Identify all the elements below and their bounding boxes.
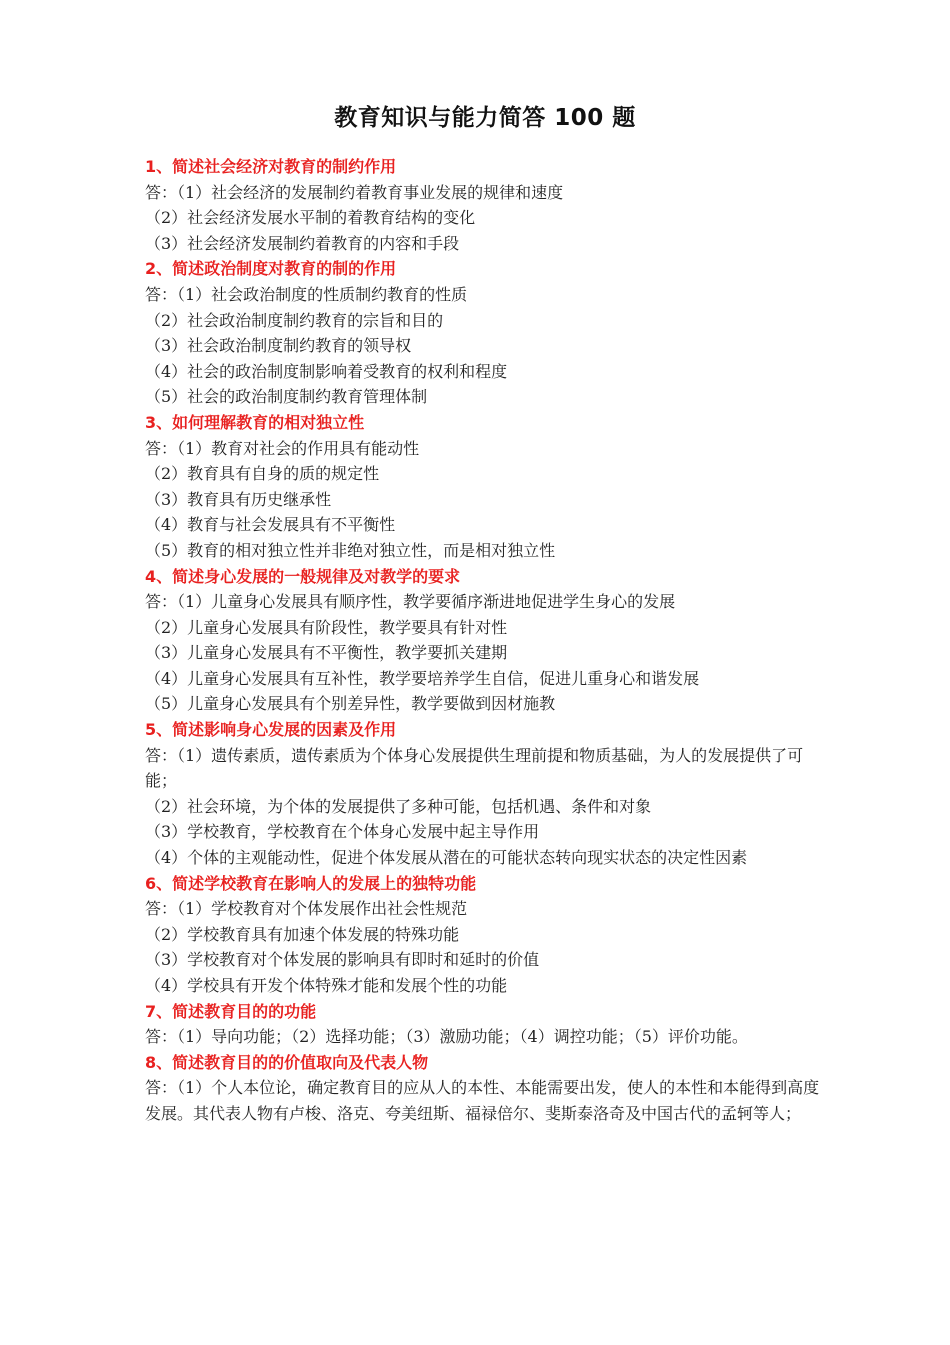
answer-line: （2）学校教育具有加速个体发展的特殊功能 (145, 924, 460, 944)
question-section-4 (145, 564, 825, 718)
answer-line: （4）个体的主观能动性，促进个体发展从潜在的可能状态转向现实状态的决定性因素 (145, 848, 748, 868)
answer-line: （2）社会政治制度制约教育的宗旨和目的 (145, 310, 444, 330)
answer-line: （3）社会经济发展制约着教育的内容和手段 (145, 233, 460, 253)
question-heading: 1、简述社会经济对教育的制约作用 (145, 157, 397, 176)
answer-line: （2）教育具有自身的质的规定性 (145, 464, 380, 484)
answer-line: 答：（1）儿童身心发展具有顺序性，教学要循序渐进地促进学生身心的发展 (145, 592, 676, 612)
answer-line: （4）儿童身心发展具有互补性，教学要培养学生自信，促进儿重身心和谐发展 (145, 668, 700, 688)
question-heading: 4、简述身心发展的一般规律及对教学的要求 (145, 566, 461, 586)
answer-line: （4）社会的政治制度制影响着受教育的权利和程度 (145, 361, 508, 381)
question-heading: 8、简述教育目的的价值取向及代表人物 (145, 1052, 429, 1072)
question-section-5 (145, 717, 825, 871)
answer-line: 答：（1）社会政治制度的性质制约教育的性质 (145, 284, 468, 304)
question-heading: 2、简述政治制度对教育的制的作用 (145, 259, 397, 279)
question-heading: 3、如何理解教育的相对独立性 (145, 412, 365, 432)
answer-line: （3）学校教育，学校教育在个体身心发展中起主导作用 (145, 822, 540, 842)
answer-line: 答：（1）学校教育对个体发展作出社会性规范 (145, 899, 468, 919)
question-heading: 5、简述影响身心发展的因素及作用 (145, 720, 397, 740)
answer-line: （2）社会经济发展水平制的着教育结构的变化 (145, 208, 476, 228)
question-heading: 6、简述学校教育在影响人的发展上的独特功能 (145, 873, 477, 893)
answer-line: （2）儿童身心发展具有阶段性，教学要具有针对性 (145, 617, 508, 637)
answer-line: （3）教育具有历史继承性 (145, 489, 332, 509)
answer-line: （5）教育的相对独立性并非绝对独立性，而是相对独立性 (145, 540, 556, 560)
question-section-7 (145, 999, 825, 1050)
answer-line: （4）学校具有开发个体特殊才能和发展个性的功能 (145, 976, 508, 995)
question-heading: 7、简述教育目的的功能 (145, 1001, 317, 1021)
question-section-2 (145, 256, 825, 410)
question-section-3 (145, 410, 825, 564)
answer-line: 答：（1）遗传素质，遗传素质为个体身心发展提供生理前提和物质基础，为人的发展提供了可能； (145, 745, 804, 791)
answer-line: （3）学校教育对个体发展的影响具有即时和延时的价值 (145, 950, 540, 970)
answer-line: 答：（1）教育对社会的作用具有能动性 (145, 438, 420, 458)
answer-line: 答：（1）个人本位论，确定教育目的应从人的本性、本能需要出发，使人的本性和本能得到高度发展。其代表人物有卢梭、洛克、夸美纽斯、福禄倍尔、斐斯泰洛奇及中国古代的孟轲等人； (145, 1078, 820, 1123)
answer-line: （4）教育与社会发展具有不平衡性 (145, 515, 396, 535)
answer-line: （2）社会环境，为个体的发展提供了多种可能，包括机遇、条件和对象 (145, 796, 652, 816)
answer-line: （3）社会政治制度制约教育的领导权 (145, 336, 412, 356)
answer-line: （3）儿童身心发展具有不平衡性，教学要抓关建期 (145, 643, 508, 663)
question-section-1 (145, 154, 825, 256)
question-section-8 (145, 1050, 825, 1127)
question-section-6 (145, 871, 825, 999)
answer-line: （5）社会的政治制度制约教育管理体制 (145, 387, 428, 407)
document-title: 教育知识与能力简答 100 题 (334, 105, 636, 131)
answer-line: （5）儿童身心发展具有个别差异性，教学要做到因材施教 (145, 694, 556, 714)
answer-line: 答：（1）导向功能；（2）选择功能；（3）激励功能；（4）调控功能；（5）评价功能。 (145, 1027, 748, 1047)
document-page (145, 98, 825, 1127)
answer-line: 答：（1）社会经济的发展制约着教育事业发展的规律和速度 (145, 182, 564, 202)
